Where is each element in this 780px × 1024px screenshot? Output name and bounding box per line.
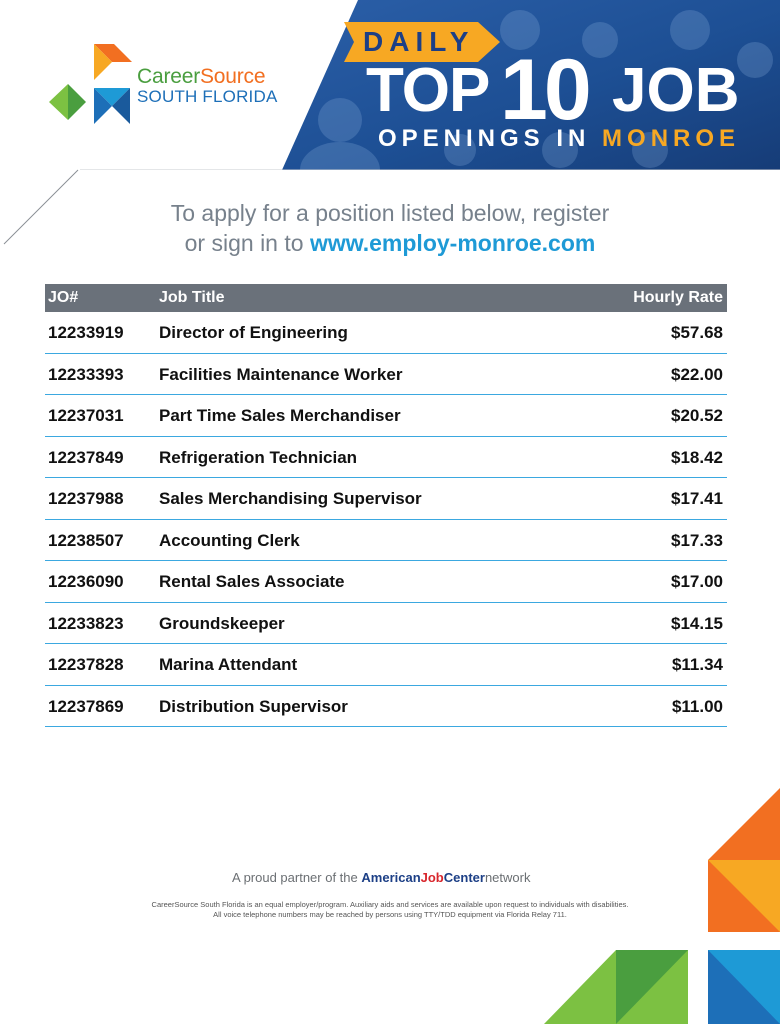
partner-line [232, 870, 530, 885]
row-rate: $11.00 [671, 696, 723, 716]
row-title: Marina Attendant [159, 655, 298, 674]
job-label: JOB [612, 56, 740, 125]
row-jo: 12237849 [48, 447, 124, 467]
row-title: Accounting Clerk [159, 530, 300, 550]
table-row [45, 686, 727, 728]
ajc-center: Center [443, 870, 485, 885]
row-jo: 12233919 [48, 323, 124, 342]
ten-label: 10 [500, 42, 588, 138]
header-banner [0, 0, 780, 170]
row-title: Sales Merchandising Supervisor [159, 489, 422, 508]
row-rate: $17.00 [671, 572, 723, 591]
location-text: MONROE [602, 125, 741, 152]
american-job-center-logo [361, 870, 485, 885]
row-rate: $18.42 [671, 447, 723, 467]
table-row [45, 603, 727, 645]
ajc-american: American [361, 870, 421, 885]
logo-name-part2: Source [200, 65, 266, 88]
row-title: Facilities Maintenance Worker [159, 364, 403, 384]
table-row [45, 395, 727, 437]
row-title: Director of Engineering [159, 323, 348, 342]
row-jo: 12237031 [48, 406, 124, 425]
disclaimer-line-2: All voice telephone numbers may be reached by persons using TTY/TDD equipment via Florida Relay 711. [213, 910, 567, 919]
table-header [45, 284, 727, 312]
table-row [45, 520, 727, 562]
row-rate: $57.68 [671, 323, 723, 342]
instruction-line-1: To apply for a position listed below, register [170, 200, 610, 226]
row-jo: 12237828 [48, 655, 124, 674]
row-rate: $17.33 [671, 530, 723, 550]
table-row [45, 644, 727, 686]
header-jo: JO# [48, 289, 79, 306]
row-jo: 12237869 [48, 696, 124, 716]
table-row [45, 478, 727, 520]
row-jo: 12237988 [48, 489, 124, 508]
table-row [45, 354, 727, 396]
header-hourly-rate: Hourly Rate [633, 289, 723, 306]
careersource-logo-icon [44, 40, 144, 130]
header-job-title: Job Title [159, 289, 225, 306]
openings-label [378, 125, 740, 153]
openings-text: OPENINGS IN [378, 125, 591, 152]
row-title: Refrigeration Technician [159, 447, 358, 467]
jobs-table [45, 284, 727, 727]
disclaimer-line-1: CareerSource South Florida is an equal employer/program. Auxiliary aids and services are available upon request to individuals with disabilities. [151, 900, 629, 909]
table-row [45, 437, 727, 479]
row-jo: 12238507 [48, 530, 124, 550]
ajc-network: network [484, 870, 531, 885]
row-rate: $17.41 [671, 489, 723, 508]
website-link[interactable]: www.employ-monroe.com [309, 230, 596, 256]
row-rate: $22.00 [671, 364, 723, 384]
decorative-corner-shapes [540, 780, 780, 1024]
logo-name-part1: Career [137, 65, 200, 88]
top-label: TOP [366, 56, 490, 125]
row-title: Rental Sales Associate [159, 572, 345, 591]
instruction-prefix: or sign in to [184, 230, 304, 256]
row-title: Distribution Supervisor [159, 696, 348, 716]
row-jo: 12233393 [48, 364, 124, 384]
row-jo: 12236090 [48, 572, 124, 591]
table-row [45, 561, 727, 603]
row-jo: 12233823 [48, 613, 124, 633]
logo-name [137, 65, 265, 89]
row-rate: $14.15 [671, 613, 723, 633]
row-title: Part Time Sales Merchandiser [159, 406, 401, 425]
row-rate: $11.34 [671, 655, 723, 674]
logo-subtitle: SOUTH FLORIDA [137, 87, 278, 106]
daily-label: DAILY [363, 26, 475, 57]
ajc-job: Job [420, 870, 444, 885]
partner-prefix: A proud partner of the [232, 870, 358, 885]
row-title: Groundskeeper [159, 613, 285, 633]
row-rate: $20.52 [671, 406, 723, 425]
table-row [45, 312, 727, 354]
instruction-line-2 [0, 230, 780, 257]
